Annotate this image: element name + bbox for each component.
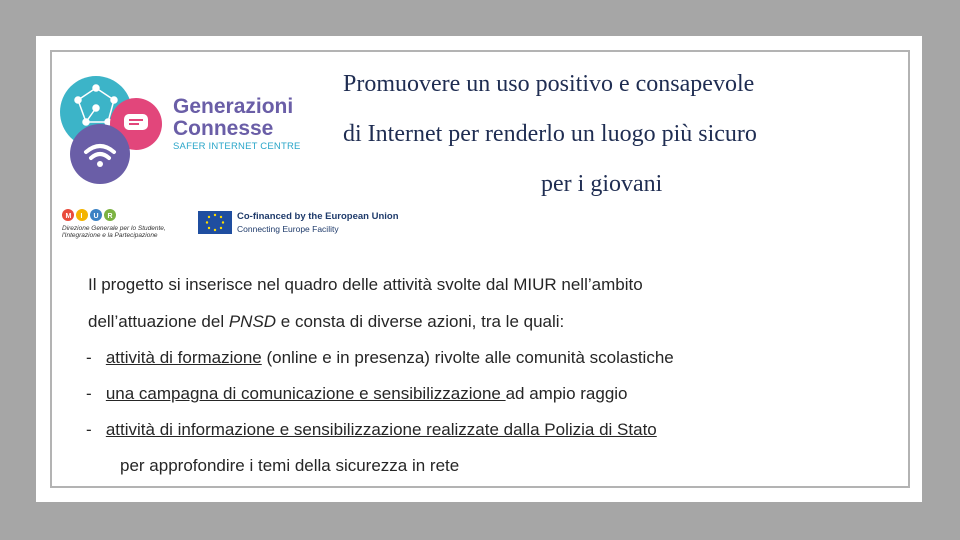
heading-line-1: Promuovere un uso positivo e consapevole bbox=[343, 71, 755, 97]
miur-caption bbox=[62, 225, 182, 239]
bullet-dash: - bbox=[86, 420, 92, 439]
logo-word-generazioni: Generazioni bbox=[173, 95, 294, 118]
miur-caption-line2: l'Integrazione e la Partecipazione bbox=[62, 232, 158, 239]
paragraph-text: e consta di diverse azioni, tra le quali: bbox=[276, 312, 565, 331]
link-polizia[interactable]: attività di informazione e sensibilizzazione realizzate dalla Polizia di Stato bbox=[105, 420, 657, 439]
bullet-dash: - bbox=[86, 384, 92, 403]
list-item bbox=[86, 420, 657, 440]
list-item-text: (online e in presenza) rivolte alle comunità scolastiche bbox=[261, 348, 674, 367]
paragraph-line-2 bbox=[88, 312, 564, 332]
paragraph-line-1: Il progetto si inserisce nel quadro delle attività svolte dal MIUR nell’ambito bbox=[88, 275, 643, 294]
svg-text:U: U bbox=[93, 213, 99, 220]
paragraph-text: dell’attuazione del bbox=[88, 312, 229, 331]
eu-facility-label: Connecting Europe Facility bbox=[237, 224, 339, 234]
heading-line-2: di Internet per renderlo un luogo più sicuro bbox=[343, 121, 757, 147]
pnsd-term: PNSD bbox=[228, 312, 277, 331]
list-item-text: ad ampio raggio bbox=[505, 384, 628, 403]
generazioni-connesse-wordmark bbox=[173, 96, 313, 140]
heading-line-3: per i giovani bbox=[541, 171, 663, 197]
bullet-dash: - bbox=[86, 348, 92, 367]
svg-text:I: I bbox=[80, 213, 83, 220]
svg-text:M: M bbox=[65, 213, 72, 220]
link-formazione[interactable]: attività di formazione bbox=[105, 348, 262, 367]
link-campagna[interactable]: una campagna di comunicazione e sensibilizzazione bbox=[105, 384, 506, 403]
logo-word-connesse: Connesse bbox=[173, 117, 274, 140]
eu-cofinanced-label: Co-financed by the European Union bbox=[237, 211, 399, 222]
list-item bbox=[86, 348, 674, 368]
svg-text:R: R bbox=[107, 213, 113, 220]
safer-internet-centre-label: SAFER INTERNET CENTRE bbox=[173, 141, 301, 152]
miur-caption-line1: Direzione Generale per lo Studente, bbox=[62, 225, 166, 232]
list-item bbox=[86, 384, 628, 404]
list-item-continuation: per approfondire i temi della sicurezza in rete bbox=[120, 456, 460, 475]
